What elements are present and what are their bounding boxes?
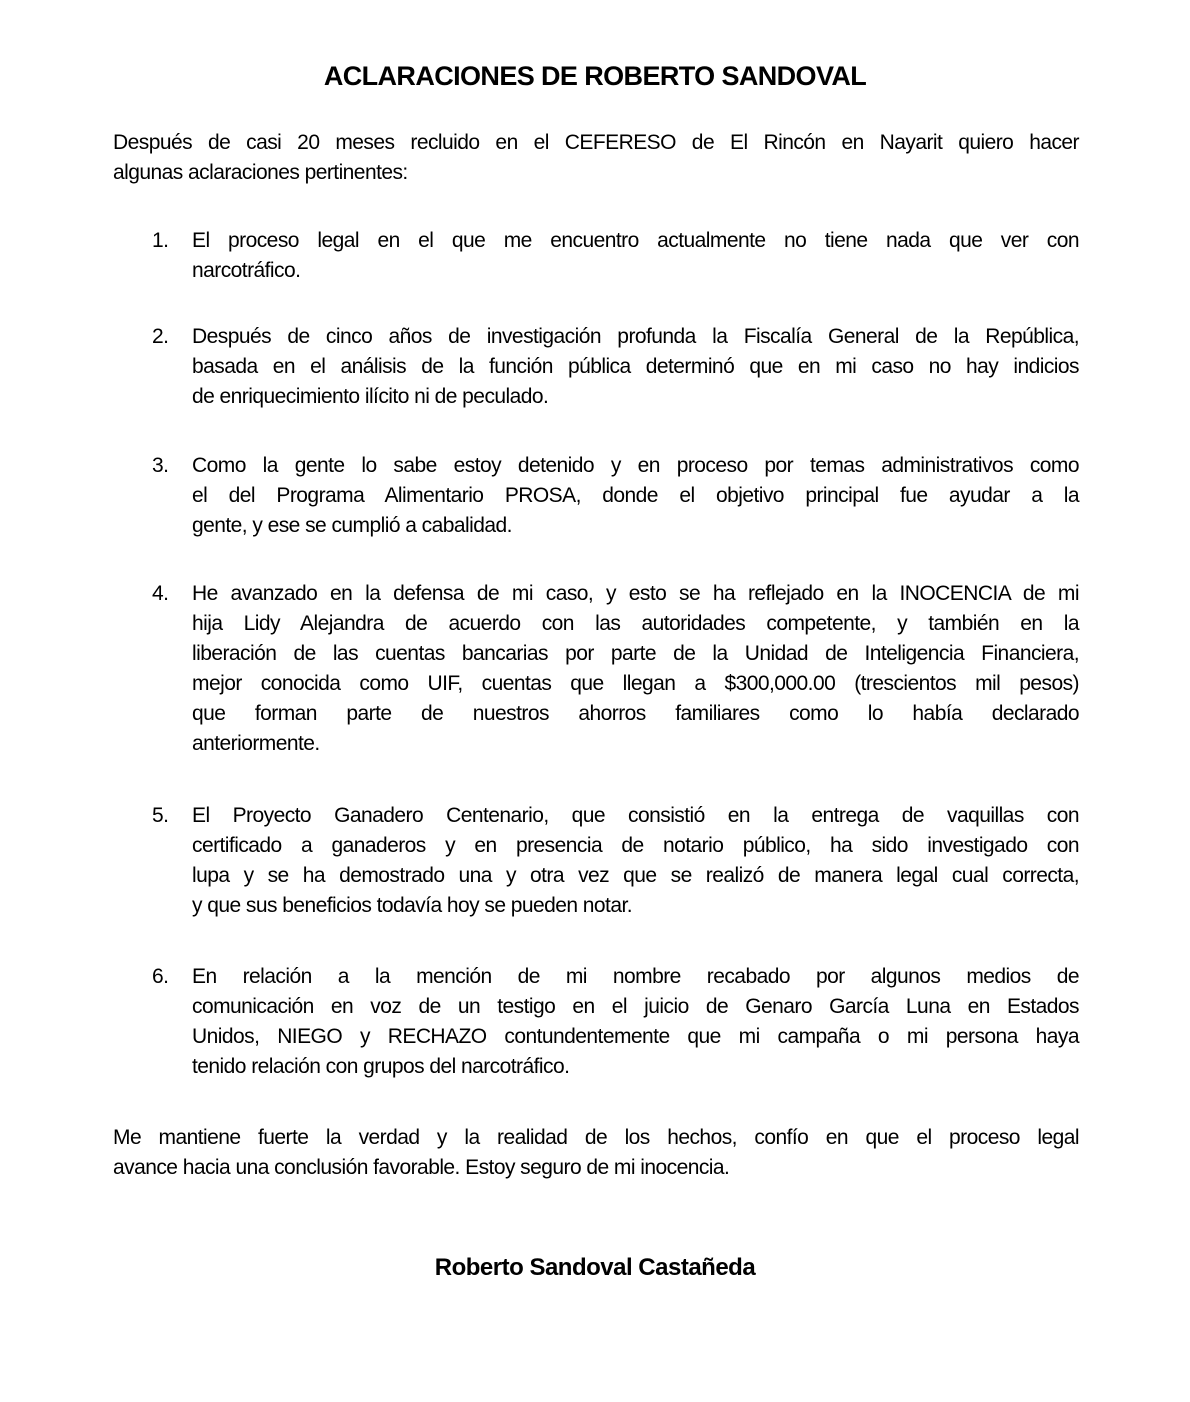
list-item-line: de enriquecimiento ilícito ni de peculado. — [192, 385, 549, 408]
closing-paragraph — [113, 1123, 1079, 1183]
list-item-number: 6. — [152, 965, 169, 988]
list-item-line: basada en el análisis de la función pública determinó que en mi caso no hay indicios — [192, 355, 1079, 378]
list-item-line: Como la gente lo sabe estoy detenido y en proceso por temas administrativos como — [192, 454, 1079, 477]
list-item-line: tenido relación con grupos del narcotráfico. — [192, 1055, 570, 1078]
list-item-line: que forman parte de nuestros ahorros familiares como lo había declarado — [192, 702, 1079, 725]
list-item-line: y que sus beneficios todavía hoy se pueden notar. — [192, 894, 633, 917]
list-item-line: gente, y ese se cumplió a cabalidad. — [192, 514, 512, 537]
list-item-line: lupa y se ha demostrado una y otra vez que se realizó de manera legal cual correcta, — [192, 864, 1079, 887]
document-title: ACLARACIONES DE ROBERTO SANDOVAL — [323, 61, 867, 91]
list-item-line: hija Lidy Alejandra de acuerdo con las autoridades competente, y también en la — [192, 612, 1079, 635]
list-item-line: El proceso legal en el que me encuentro actualmente no tiene nada que ver con — [192, 229, 1079, 252]
closing-line: Me mantiene fuerte la verdad y la realidad de los hechos, confío en que el proceso legal — [113, 1126, 1079, 1149]
list-item-text — [192, 962, 1079, 1082]
list-item-line: anteriormente. — [192, 732, 320, 755]
list-item-text — [192, 801, 1079, 921]
list-item-line: mejor conocida como UIF, cuentas que llegan a $300,000.00 (trescientos mil pesos) — [192, 672, 1079, 695]
list-item-line: liberación de las cuentas bancarias por parte de la Unidad de Inteligencia Financiera, — [192, 642, 1079, 665]
list-item-line: Unidos, NIEGO y RECHAZO contundentemente que mi campaña o mi persona haya — [192, 1025, 1079, 1048]
list-item-text — [192, 322, 1079, 412]
list-item-text — [192, 579, 1079, 759]
list-item-line: Después de cinco años de investigación profunda la Fiscalía General de la República, — [192, 325, 1079, 348]
closing-line: avance hacia una conclusión favorable. Estoy seguro de mi inocencia. — [113, 1156, 730, 1179]
intro-paragraph — [113, 128, 1079, 188]
list-item-number: 2. — [152, 325, 169, 348]
list-item-line: narcotráfico. — [192, 259, 301, 282]
list-item-number: 5. — [152, 804, 169, 827]
signature: Roberto Sandoval Castañeda — [434, 1254, 756, 1281]
list-item-line: el del Programa Alimentario PROSA, donde el objetivo principal fue ayudar a la — [192, 484, 1079, 507]
list-item-text — [192, 226, 1079, 286]
list-item-line: El Proyecto Ganadero Centenario, que consistió en la entrega de vaquillas con — [192, 804, 1079, 827]
list-item-line: certificado a ganaderos y en presencia de notario público, ha sido investigado con — [192, 834, 1079, 857]
list-item-number: 1. — [152, 229, 169, 252]
list-item-text — [192, 451, 1079, 541]
list-item-line: comunicación en voz de un testigo en el juicio de Genaro García Luna en Estados — [192, 995, 1079, 1018]
list-item-line: He avanzado en la defensa de mi caso, y esto se ha reflejado en la INOCENCIA de mi — [192, 582, 1079, 605]
intro-line: Después de casi 20 meses recluido en el CEFERESO de El Rincón en Nayarit quiero hacer — [113, 131, 1079, 154]
list-item-number: 4. — [152, 582, 169, 605]
intro-line: algunas aclaraciones pertinentes: — [113, 161, 408, 184]
list-item-number: 3. — [152, 454, 169, 477]
list-item-line: En relación a la mención de mi nombre recabado por algunos medios de — [192, 965, 1079, 988]
